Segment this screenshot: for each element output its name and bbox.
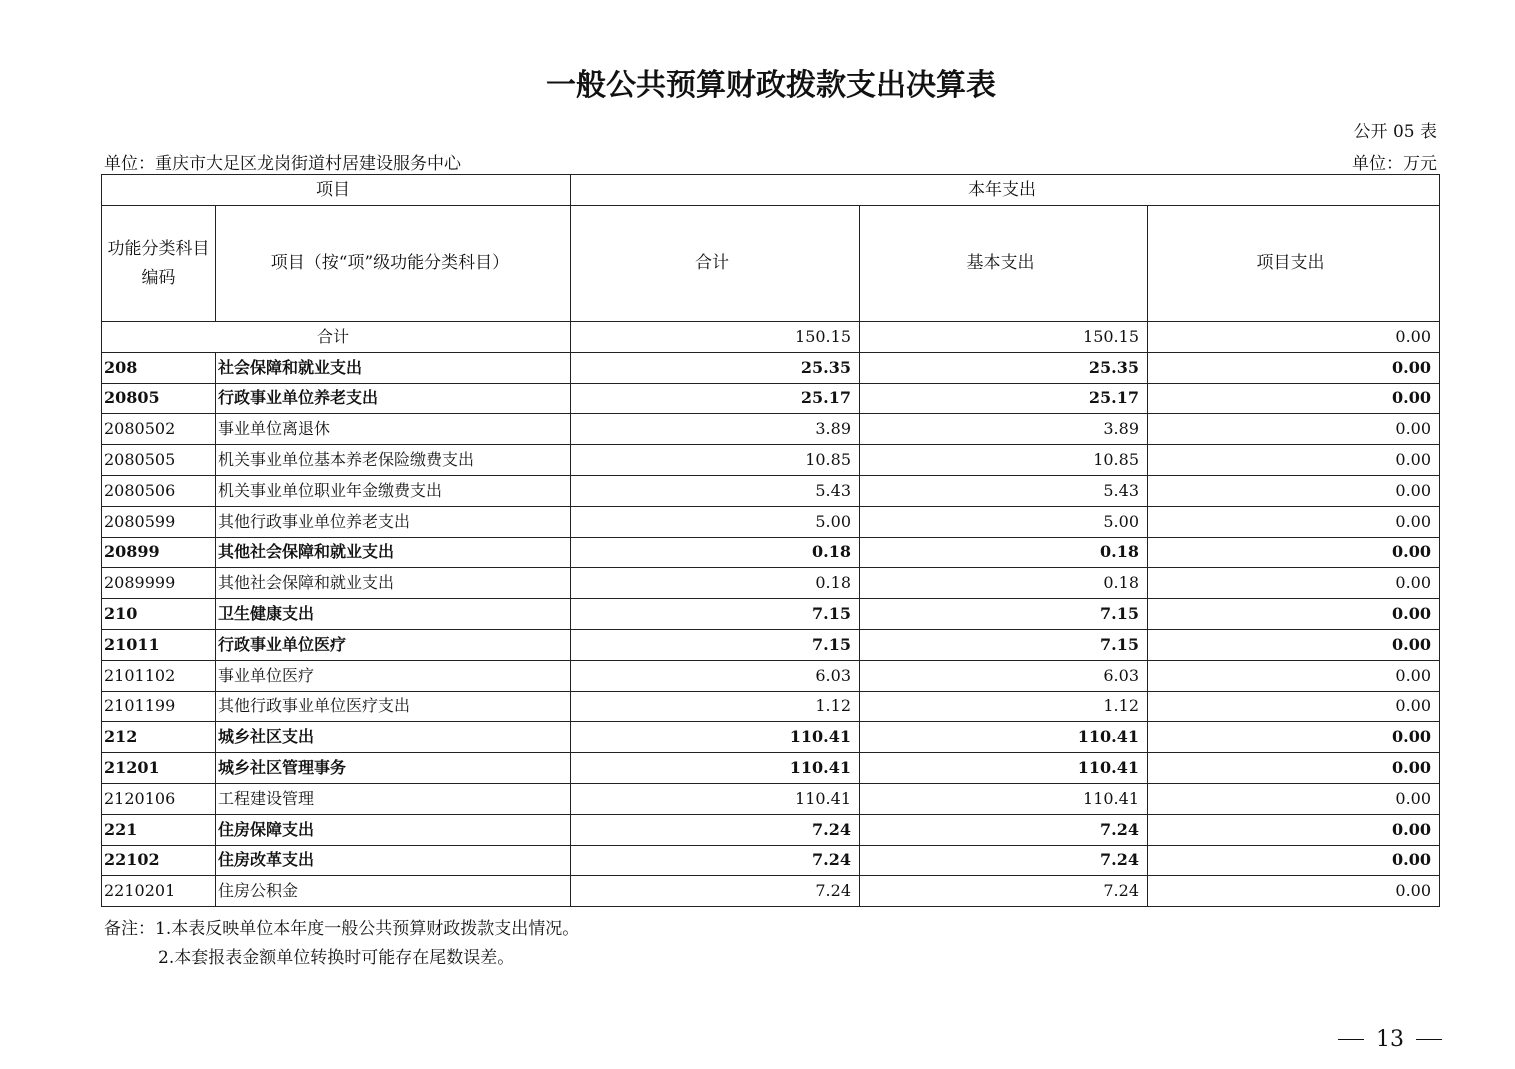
row-name: 合计 bbox=[102, 322, 571, 353]
row-total: 3.89 bbox=[571, 414, 860, 445]
row-project: 0.00 bbox=[1148, 814, 1440, 845]
header-project: 项目 bbox=[102, 175, 571, 206]
row-name: 城乡社区管理事务 bbox=[216, 753, 571, 784]
row-code: 2210201 bbox=[102, 876, 216, 907]
row-basic: 5.00 bbox=[860, 506, 1148, 537]
table-row bbox=[102, 322, 1440, 353]
row-project: 0.00 bbox=[1148, 722, 1440, 753]
row-total: 110.41 bbox=[571, 753, 860, 784]
table-row bbox=[102, 383, 1440, 414]
row-code: 2089999 bbox=[102, 568, 216, 599]
row-name: 其他社会保障和就业支出 bbox=[216, 568, 571, 599]
row-name: 事业单位离退休 bbox=[216, 414, 571, 445]
row-code: 2101102 bbox=[102, 660, 216, 691]
table-row bbox=[102, 352, 1440, 383]
row-name: 其他行政事业单位养老支出 bbox=[216, 506, 571, 537]
row-project: 0.00 bbox=[1148, 629, 1440, 660]
row-name: 住房保障支出 bbox=[216, 814, 571, 845]
table-row bbox=[102, 876, 1440, 907]
row-basic: 25.17 bbox=[860, 383, 1148, 414]
row-project: 0.00 bbox=[1148, 506, 1440, 537]
table-row bbox=[102, 783, 1440, 814]
row-basic: 110.41 bbox=[860, 722, 1148, 753]
row-project: 0.00 bbox=[1148, 845, 1440, 876]
header-row-1 bbox=[102, 175, 1440, 206]
row-code: 20899 bbox=[102, 537, 216, 568]
row-code: 2080505 bbox=[102, 445, 216, 476]
row-name: 工程建设管理 bbox=[216, 783, 571, 814]
row-name: 行政事业单位医疗 bbox=[216, 629, 571, 660]
note-line-2: 2.本套报表金额单位转换时可能存在尾数误差。 bbox=[158, 948, 515, 968]
row-project: 0.00 bbox=[1148, 383, 1440, 414]
row-code: 2080502 bbox=[102, 414, 216, 445]
row-basic: 1.12 bbox=[860, 691, 1148, 722]
expenditure-table bbox=[101, 174, 1440, 907]
row-code: 208 bbox=[102, 352, 216, 383]
row-basic: 7.24 bbox=[860, 814, 1148, 845]
reporting-unit: 单位：重庆市大足区龙岗街道村居建设服务中心 bbox=[104, 154, 461, 174]
row-basic: 7.24 bbox=[860, 876, 1148, 907]
row-total: 110.41 bbox=[571, 783, 860, 814]
row-name: 住房公积金 bbox=[216, 876, 571, 907]
row-code: 2101199 bbox=[102, 691, 216, 722]
row-project: 0.00 bbox=[1148, 660, 1440, 691]
row-total: 110.41 bbox=[571, 722, 860, 753]
row-project: 0.00 bbox=[1148, 475, 1440, 506]
row-project: 0.00 bbox=[1148, 445, 1440, 476]
row-code: 22102 bbox=[102, 845, 216, 876]
table-row bbox=[102, 445, 1440, 476]
row-name: 行政事业单位养老支出 bbox=[216, 383, 571, 414]
currency-unit: 单位：万元 bbox=[1352, 154, 1437, 174]
row-code: 2120106 bbox=[102, 783, 216, 814]
header-total: 合计 bbox=[571, 206, 860, 322]
row-name: 其他社会保障和就业支出 bbox=[216, 537, 571, 568]
table-row bbox=[102, 475, 1440, 506]
row-project: 0.00 bbox=[1148, 599, 1440, 630]
page-number-text: 13 bbox=[1376, 1027, 1404, 1052]
table-row bbox=[102, 814, 1440, 845]
row-basic: 10.85 bbox=[860, 445, 1148, 476]
dash-right bbox=[1416, 1039, 1442, 1040]
row-total: 1.12 bbox=[571, 691, 860, 722]
row-basic: 7.15 bbox=[860, 629, 1148, 660]
table-row bbox=[102, 629, 1440, 660]
row-project: 0.00 bbox=[1148, 876, 1440, 907]
row-basic: 25.35 bbox=[860, 352, 1148, 383]
row-total: 150.15 bbox=[571, 322, 860, 353]
row-basic: 6.03 bbox=[860, 660, 1148, 691]
table-row bbox=[102, 660, 1440, 691]
table-row bbox=[102, 753, 1440, 784]
row-basic: 5.43 bbox=[860, 475, 1148, 506]
row-total: 7.24 bbox=[571, 876, 860, 907]
table-row bbox=[102, 845, 1440, 876]
row-project: 0.00 bbox=[1148, 568, 1440, 599]
row-code: 21011 bbox=[102, 629, 216, 660]
row-basic: 110.41 bbox=[860, 783, 1148, 814]
row-project: 0.00 bbox=[1148, 753, 1440, 784]
table-row bbox=[102, 691, 1440, 722]
row-code: 210 bbox=[102, 599, 216, 630]
row-total: 5.00 bbox=[571, 506, 860, 537]
table-row bbox=[102, 568, 1440, 599]
header-code: 功能分类科目编码 bbox=[102, 206, 216, 322]
header-row-2 bbox=[102, 206, 1440, 322]
table-row bbox=[102, 722, 1440, 753]
row-basic: 0.18 bbox=[860, 537, 1148, 568]
note-line-1: 备注：1.本表反映单位本年度一般公共预算财政拨款支出情况。 bbox=[104, 919, 580, 939]
row-total: 7.24 bbox=[571, 814, 860, 845]
row-name: 社会保障和就业支出 bbox=[216, 352, 571, 383]
row-total: 6.03 bbox=[571, 660, 860, 691]
row-code: 20805 bbox=[102, 383, 216, 414]
row-basic: 0.18 bbox=[860, 568, 1148, 599]
row-total: 0.18 bbox=[571, 537, 860, 568]
header-project-expenditure: 项目支出 bbox=[1148, 206, 1440, 322]
table-number: 公开 05 表 bbox=[1353, 122, 1437, 142]
row-total: 7.24 bbox=[571, 845, 860, 876]
row-code: 21201 bbox=[102, 753, 216, 784]
row-code: 212 bbox=[102, 722, 216, 753]
page-title: 一般公共预算财政拨款支出决算表 bbox=[546, 68, 996, 103]
table-row bbox=[102, 537, 1440, 568]
row-basic: 150.15 bbox=[860, 322, 1148, 353]
row-total: 0.18 bbox=[571, 568, 860, 599]
row-code: 2080506 bbox=[102, 475, 216, 506]
row-basic: 7.15 bbox=[860, 599, 1148, 630]
row-project: 0.00 bbox=[1148, 352, 1440, 383]
table-row bbox=[102, 599, 1440, 630]
row-basic: 7.24 bbox=[860, 845, 1148, 876]
row-total: 10.85 bbox=[571, 445, 860, 476]
row-name: 事业单位医疗 bbox=[216, 660, 571, 691]
row-code: 2080599 bbox=[102, 506, 216, 537]
row-project: 0.00 bbox=[1148, 414, 1440, 445]
table-row bbox=[102, 414, 1440, 445]
row-project: 0.00 bbox=[1148, 691, 1440, 722]
row-total: 7.15 bbox=[571, 629, 860, 660]
page-number bbox=[1338, 1027, 1442, 1052]
row-name: 机关事业单位职业年金缴费支出 bbox=[216, 475, 571, 506]
row-basic: 3.89 bbox=[860, 414, 1148, 445]
row-total: 7.15 bbox=[571, 599, 860, 630]
header-name: 项目（按“项”级功能分类科目） bbox=[216, 206, 571, 322]
row-total: 5.43 bbox=[571, 475, 860, 506]
table-body bbox=[102, 322, 1440, 907]
row-name: 卫生健康支出 bbox=[216, 599, 571, 630]
dash-left bbox=[1338, 1039, 1364, 1040]
row-basic: 110.41 bbox=[860, 753, 1148, 784]
header-current-year: 本年支出 bbox=[571, 175, 1440, 206]
row-project: 0.00 bbox=[1148, 783, 1440, 814]
row-name: 其他行政事业单位医疗支出 bbox=[216, 691, 571, 722]
row-total: 25.17 bbox=[571, 383, 860, 414]
row-name: 机关事业单位基本养老保险缴费支出 bbox=[216, 445, 571, 476]
row-total: 25.35 bbox=[571, 352, 860, 383]
row-project: 0.00 bbox=[1148, 322, 1440, 353]
row-name: 城乡社区支出 bbox=[216, 722, 571, 753]
header-basic: 基本支出 bbox=[860, 206, 1148, 322]
row-code: 221 bbox=[102, 814, 216, 845]
row-name: 住房改革支出 bbox=[216, 845, 571, 876]
row-project: 0.00 bbox=[1148, 537, 1440, 568]
table-row bbox=[102, 506, 1440, 537]
